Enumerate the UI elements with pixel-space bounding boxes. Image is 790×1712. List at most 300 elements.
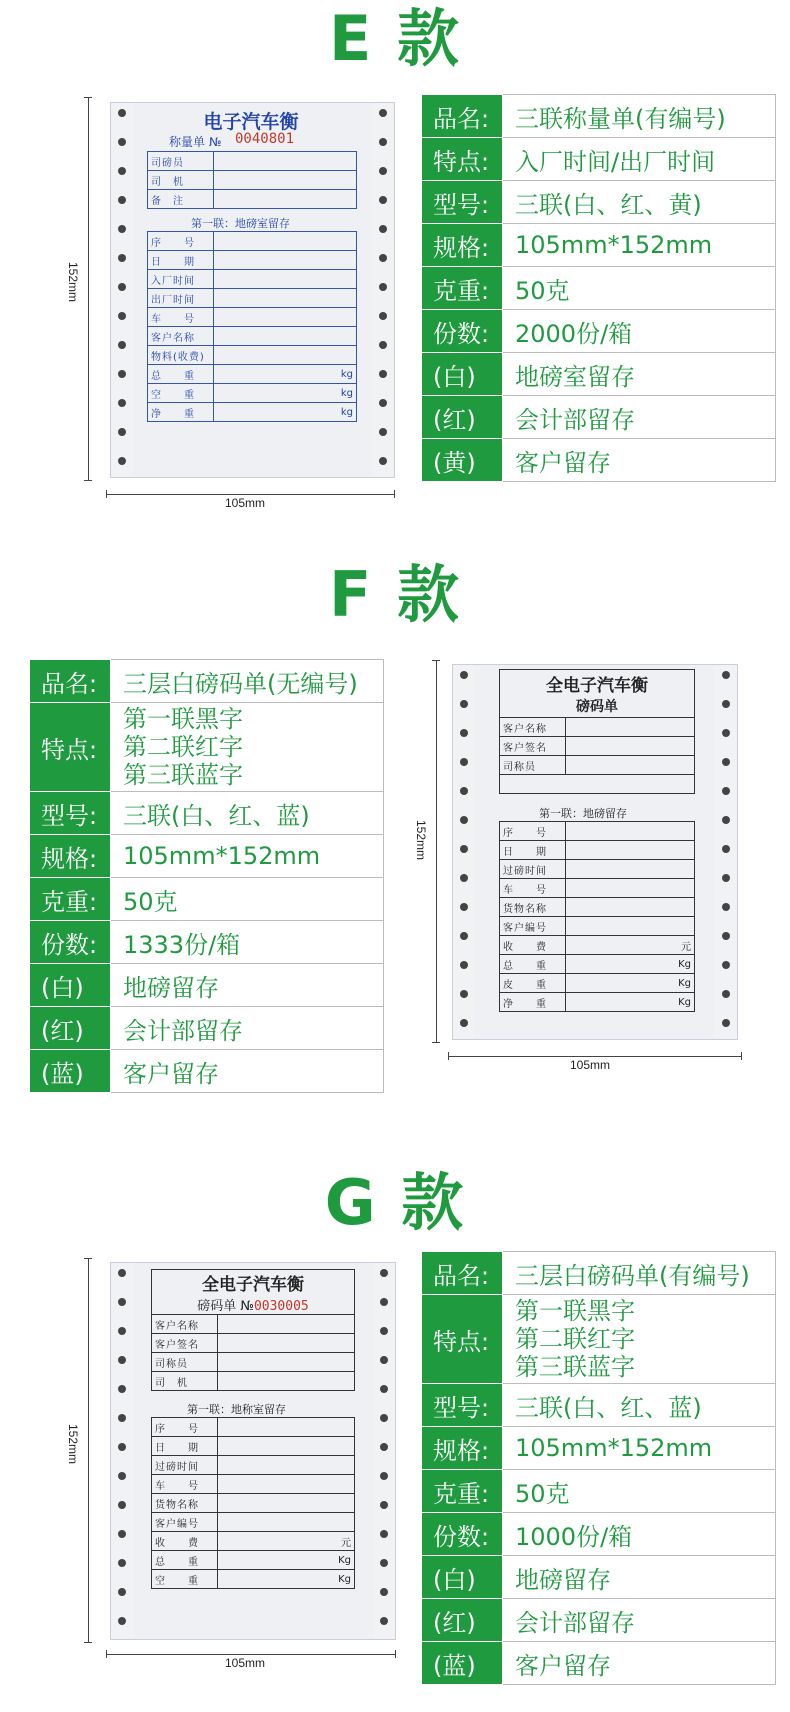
spec-value-line: 三层白磅码单(有编号) — [515, 1261, 750, 1290]
field-label: 序 号 — [500, 822, 566, 841]
field-label: 司 机 — [148, 171, 214, 190]
feed-hole-icon — [460, 787, 468, 795]
feed-hole-icon — [118, 1298, 126, 1306]
feed-hole-icon — [118, 457, 126, 465]
spec-value-line: 会计部留存 — [515, 1608, 635, 1637]
feed-hole-icon — [379, 370, 387, 378]
section-heading-f: F 款 — [329, 558, 461, 631]
spec-key: 型号: — [423, 181, 503, 224]
feed-hole-icon — [722, 816, 730, 824]
feed-hole-icon — [380, 1385, 388, 1393]
feed-hole-icon — [118, 1501, 126, 1509]
height-dimension-line — [88, 1258, 89, 1643]
feed-hole-icon — [460, 700, 468, 708]
spec-value-line: 三层白磅码单(无编号) — [123, 669, 358, 698]
spec-value-line: 三联(白、红、蓝) — [123, 801, 310, 830]
spec-value — [503, 1427, 776, 1470]
field-label: 备 注 — [148, 190, 214, 209]
field-unit — [214, 270, 357, 289]
spec-value — [503, 1513, 776, 1556]
spec-value-line: 地磅室留存 — [515, 362, 635, 391]
field-unit — [218, 1513, 355, 1532]
spec-value — [111, 792, 384, 835]
feed-hole-icon — [379, 341, 387, 349]
spec-value-line: 三联(白、红、蓝) — [515, 1393, 702, 1422]
field-label: 总 重 — [152, 1551, 218, 1570]
feed-hole-icon — [118, 283, 126, 291]
field-label: 客户名称 — [152, 1315, 218, 1334]
feed-hole-icon — [118, 1472, 126, 1480]
spec-value — [111, 964, 384, 1007]
feed-hole-icon — [460, 816, 468, 824]
feed-hole-icon — [460, 671, 468, 679]
feed-hole-icon — [380, 1530, 388, 1538]
spec-key: (红) — [31, 1007, 111, 1050]
spec-row — [423, 1470, 776, 1513]
slip-body-table — [147, 231, 357, 422]
feed-hole-icon — [460, 729, 468, 737]
field-unit: Kg — [566, 993, 695, 1012]
spec-key: 克重: — [31, 878, 111, 921]
table-row — [152, 1456, 355, 1475]
field-unit: kg — [214, 384, 357, 403]
field-label: 司 机 — [152, 1372, 218, 1391]
feed-hole-icon — [380, 1443, 388, 1451]
perforated-edge-left — [111, 103, 133, 477]
table-row — [148, 403, 357, 422]
feed-hole-icon — [118, 1530, 126, 1538]
spec-value-line: 第一联黑字 — [123, 705, 243, 733]
spec-row — [423, 1384, 776, 1427]
spec-value — [503, 224, 776, 267]
dimension-tick — [84, 1642, 92, 1643]
spec-value — [503, 1599, 776, 1642]
perforated-edge-left — [111, 1263, 133, 1639]
field-unit: Kg — [566, 974, 695, 993]
section-heading-e: E 款 — [329, 2, 461, 75]
feed-hole-icon — [379, 225, 387, 233]
field-label: 总 重 — [500, 955, 566, 974]
feed-hole-icon — [118, 1356, 126, 1364]
field-label: 空 重 — [148, 384, 214, 403]
spec-row — [423, 310, 776, 353]
spec-value — [503, 1556, 776, 1599]
feed-hole-icon — [118, 225, 126, 233]
feed-hole-icon — [379, 196, 387, 204]
feed-hole-icon — [379, 399, 387, 407]
table-row — [500, 993, 695, 1012]
feed-hole-icon — [722, 1019, 730, 1027]
feed-hole-icon — [118, 399, 126, 407]
feed-hole-icon — [118, 1443, 126, 1451]
spec-value — [503, 1252, 776, 1295]
spec-key: 规格: — [423, 1427, 503, 1470]
feed-hole-icon — [118, 1617, 126, 1625]
feed-hole-icon — [722, 787, 730, 795]
width-label: 105mm — [225, 496, 266, 510]
feed-hole-icon — [118, 370, 126, 378]
feed-hole-icon — [380, 1617, 388, 1625]
spec-row — [423, 439, 776, 482]
width-dimension-line — [448, 1056, 742, 1057]
slip-header-table — [147, 151, 357, 209]
feed-hole-icon — [380, 1472, 388, 1480]
table-row — [152, 1551, 355, 1570]
spec-value — [503, 267, 776, 310]
feed-hole-icon — [379, 283, 387, 291]
spec-value-line: 1000份/箱 — [515, 1522, 633, 1551]
field-label: 车 号 — [152, 1475, 218, 1494]
spec-value-line: 1333份/箱 — [123, 930, 241, 959]
spec-value — [111, 703, 384, 792]
feed-hole-icon — [379, 138, 387, 146]
field-unit — [218, 1437, 355, 1456]
feed-hole-icon — [379, 457, 387, 465]
feed-hole-icon — [118, 138, 126, 146]
spec-table-f — [30, 659, 384, 1093]
spec-key: 特点: — [423, 1295, 503, 1384]
dimension-tick — [394, 490, 395, 498]
spec-row — [31, 835, 384, 878]
height-dimension-line — [88, 97, 89, 481]
feed-hole-icon — [380, 1298, 388, 1306]
spec-row — [423, 138, 776, 181]
feed-hole-icon — [722, 932, 730, 940]
spec-value — [503, 181, 776, 224]
slip-title: 全电子汽车衡 — [202, 1275, 304, 1295]
spec-value — [111, 1007, 384, 1050]
feed-hole-icon — [722, 990, 730, 998]
field-label: 司称员 — [152, 1353, 218, 1372]
field-label: 日 期 — [148, 251, 214, 270]
weighing-slip-e — [110, 102, 395, 478]
spec-value — [111, 921, 384, 964]
slip-body-table — [151, 1417, 355, 1589]
feed-hole-icon — [379, 428, 387, 436]
table-row — [148, 171, 357, 190]
table-row — [152, 1437, 355, 1456]
spec-value-line: 客户留存 — [515, 448, 611, 477]
feed-hole-icon — [118, 312, 126, 320]
field-unit — [214, 251, 357, 270]
field-unit: Kg — [218, 1570, 355, 1589]
table-row — [500, 974, 695, 993]
feed-hole-icon — [380, 1414, 388, 1422]
slip-header-table — [151, 1269, 355, 1391]
field-label: 过磅时间 — [152, 1456, 218, 1475]
feed-hole-icon — [118, 254, 126, 262]
spec-value-line: 地磅留存 — [123, 973, 219, 1002]
field-unit — [218, 1475, 355, 1494]
field-label: 客户名称 — [500, 718, 566, 737]
spec-row — [31, 921, 384, 964]
width-label: 105mm — [570, 1058, 611, 1072]
spec-key: (红) — [423, 396, 503, 439]
spec-value-line: 105mm*152mm — [515, 1434, 713, 1462]
spec-value-line: 第三联蓝字 — [123, 761, 243, 789]
spec-key: (白) — [31, 964, 111, 1007]
field-label: 总 重 — [148, 365, 214, 384]
spec-row — [31, 1007, 384, 1050]
field-unit — [218, 1418, 355, 1437]
spec-value — [503, 310, 776, 353]
field-label: 货物名称 — [152, 1494, 218, 1513]
feed-hole-icon — [722, 671, 730, 679]
perforated-edge-right — [373, 1263, 395, 1639]
feed-hole-icon — [379, 109, 387, 117]
feed-hole-icon — [379, 167, 387, 175]
spec-value-line: 会计部留存 — [515, 405, 635, 434]
perforated-edge-left — [453, 665, 475, 1039]
feed-hole-icon — [380, 1356, 388, 1364]
spec-row — [423, 1556, 776, 1599]
table-row — [152, 1532, 355, 1551]
spec-value — [111, 878, 384, 921]
section-heading-g: G 款 — [324, 1166, 466, 1239]
slip-title: 全电子汽车衡 — [546, 676, 648, 696]
field-unit — [566, 822, 695, 841]
field-unit: 元 — [566, 936, 695, 955]
field-label: 客户签名 — [152, 1334, 218, 1353]
field-unit — [566, 841, 695, 860]
field-unit — [214, 327, 357, 346]
spec-value-line: 第二联红字 — [123, 733, 243, 761]
feed-hole-icon — [380, 1559, 388, 1567]
table-row — [500, 718, 695, 737]
field-unit — [214, 289, 357, 308]
spec-value — [111, 1050, 384, 1093]
spec-key: (蓝) — [423, 1642, 503, 1685]
dimension-tick — [84, 97, 92, 98]
field-unit — [218, 1494, 355, 1513]
slip-title: 电子汽车衡 — [203, 111, 299, 133]
spec-value — [503, 353, 776, 396]
field-unit — [566, 860, 695, 879]
height-dimension-line — [436, 660, 437, 1043]
spec-row — [423, 1295, 776, 1384]
feed-hole-icon — [460, 1019, 468, 1027]
field-unit: Kg — [218, 1551, 355, 1570]
slip-header-table — [499, 669, 695, 794]
table-row — [148, 190, 357, 209]
table-row — [148, 327, 357, 346]
height-label: 152mm — [66, 262, 80, 303]
dimension-tick — [106, 1650, 107, 1658]
table-row — [152, 1372, 355, 1391]
width-dimension-line — [106, 1654, 396, 1655]
field-label: 皮 重 — [500, 974, 566, 993]
copy-label: 第一联：地磅室留存 — [191, 217, 290, 230]
table-row — [500, 737, 695, 756]
spec-row — [31, 1050, 384, 1093]
spec-value — [111, 835, 384, 878]
spec-row — [423, 353, 776, 396]
spec-value-line: 50克 — [515, 1479, 570, 1508]
feed-hole-icon — [722, 903, 730, 911]
feed-hole-icon — [118, 109, 126, 117]
feed-hole-icon — [118, 167, 126, 175]
weighing-slip-g — [110, 1262, 396, 1640]
field-label: 收 费 — [152, 1532, 218, 1551]
width-dimension-line — [106, 494, 395, 495]
field-unit: kg — [214, 365, 357, 384]
table-row — [500, 917, 695, 936]
field-unit — [214, 308, 357, 327]
feed-hole-icon — [379, 254, 387, 262]
spec-key: 品名: — [423, 1252, 503, 1295]
spec-value-line: 三联(白、红、黄) — [515, 190, 702, 219]
spec-key: 型号: — [31, 792, 111, 835]
field-unit: Kg — [566, 955, 695, 974]
field-label: 货物名称 — [500, 898, 566, 917]
table-row — [148, 346, 357, 365]
perforated-edge-right — [372, 103, 394, 477]
spec-value-line: 客户留存 — [515, 1651, 611, 1680]
table-row — [148, 289, 357, 308]
copy-label: 第一联：地磅留存 — [539, 807, 627, 820]
feed-hole-icon — [722, 845, 730, 853]
field-label: 物料(收费) — [148, 346, 214, 365]
spec-row — [423, 1642, 776, 1685]
spec-row — [31, 964, 384, 1007]
spec-value-line: 50克 — [123, 887, 178, 916]
field-label: 车 号 — [500, 879, 566, 898]
field-label: 净 重 — [148, 403, 214, 422]
dimension-tick — [106, 490, 107, 498]
field-label: 车 号 — [148, 308, 214, 327]
height-label: 152mm — [414, 820, 428, 861]
table-row — [152, 1353, 355, 1372]
field-unit — [566, 917, 695, 936]
feed-hole-icon — [460, 874, 468, 882]
dimension-tick — [84, 1258, 92, 1259]
field-label: 出厂时间 — [148, 289, 214, 308]
height-label: 152mm — [66, 1424, 80, 1465]
spec-value-line: 2000份/箱 — [515, 319, 633, 348]
table-row — [152, 1513, 355, 1532]
field-label: 司磅员 — [148, 152, 214, 171]
table-row — [152, 1315, 355, 1334]
spec-value — [503, 1295, 776, 1384]
table-row — [152, 1494, 355, 1513]
table-row — [148, 308, 357, 327]
spec-row — [31, 878, 384, 921]
feed-hole-icon — [380, 1327, 388, 1335]
spec-value — [503, 1470, 776, 1513]
feed-hole-icon — [118, 1588, 126, 1596]
table-row — [500, 670, 695, 718]
spec-table-g — [422, 1251, 776, 1685]
table-row — [500, 775, 695, 794]
slip-subtitle: 磅码单 — [576, 699, 618, 715]
field-label: 收 费 — [500, 936, 566, 955]
feed-hole-icon — [460, 903, 468, 911]
field-label: 客户名称 — [148, 327, 214, 346]
table-row — [500, 879, 695, 898]
spec-key: 克重: — [423, 267, 503, 310]
field-label: 司称员 — [500, 756, 566, 775]
feed-hole-icon — [460, 990, 468, 998]
spec-row — [31, 703, 384, 792]
field-label: 客户编号 — [500, 917, 566, 936]
spec-value-line: 客户留存 — [123, 1059, 219, 1088]
dimension-tick — [395, 1650, 396, 1658]
feed-hole-icon — [722, 961, 730, 969]
feed-hole-icon — [722, 729, 730, 737]
table-row — [500, 898, 695, 917]
spec-row — [423, 267, 776, 310]
slip-body-table — [499, 821, 695, 1012]
spec-row — [423, 95, 776, 138]
spec-key: 品名: — [31, 660, 111, 703]
spec-row — [423, 1513, 776, 1556]
table-row — [148, 232, 357, 251]
table-row — [500, 822, 695, 841]
spec-key: 规格: — [31, 835, 111, 878]
feed-hole-icon — [118, 341, 126, 349]
spec-key: 特点: — [31, 703, 111, 792]
field-unit — [566, 898, 695, 917]
dimension-tick — [741, 1052, 742, 1060]
spec-value-line: 105mm*152mm — [123, 842, 321, 870]
spec-key: 规格: — [423, 224, 503, 267]
slip-number-label: 磅码单 №0030005 — [197, 1299, 309, 1314]
table-row — [148, 365, 357, 384]
table-row — [148, 270, 357, 289]
feed-hole-icon — [460, 845, 468, 853]
spec-value — [503, 1642, 776, 1685]
spec-key: 份数: — [423, 1513, 503, 1556]
slip-number-label: 称量单 № — [169, 135, 222, 149]
feed-hole-icon — [722, 700, 730, 708]
table-row — [152, 1270, 355, 1315]
spec-key: 特点: — [423, 138, 503, 181]
spec-key: 品名: — [423, 95, 503, 138]
dimension-tick — [432, 1042, 440, 1043]
spec-row — [423, 1427, 776, 1470]
field-label: 序 号 — [152, 1418, 218, 1437]
spec-row — [423, 1252, 776, 1295]
spec-key: 型号: — [423, 1384, 503, 1427]
table-row — [500, 936, 695, 955]
spec-key: (白) — [423, 353, 503, 396]
feed-hole-icon — [118, 1269, 126, 1277]
field-unit: 元 — [218, 1532, 355, 1551]
spec-value-line: 第三联蓝字 — [515, 1353, 635, 1381]
spec-value — [503, 95, 776, 138]
spec-row — [423, 181, 776, 224]
spec-key: (红) — [423, 1599, 503, 1642]
spec-value — [503, 396, 776, 439]
feed-hole-icon — [118, 428, 126, 436]
table-row — [148, 251, 357, 270]
field-label: 日 期 — [152, 1437, 218, 1456]
feed-hole-icon — [118, 1414, 126, 1422]
table-row — [152, 1570, 355, 1589]
feed-hole-icon — [118, 196, 126, 204]
feed-hole-icon — [118, 1559, 126, 1567]
feed-hole-icon — [379, 312, 387, 320]
feed-hole-icon — [460, 758, 468, 766]
spec-row — [423, 1599, 776, 1642]
field-label: 入厂时间 — [148, 270, 214, 289]
spec-value-line: 50克 — [515, 276, 570, 305]
copy-label: 第一联：地称室留存 — [187, 1403, 286, 1416]
spec-row — [31, 792, 384, 835]
field-label: 序 号 — [148, 232, 214, 251]
feed-hole-icon — [722, 758, 730, 766]
feed-hole-icon — [118, 1385, 126, 1393]
